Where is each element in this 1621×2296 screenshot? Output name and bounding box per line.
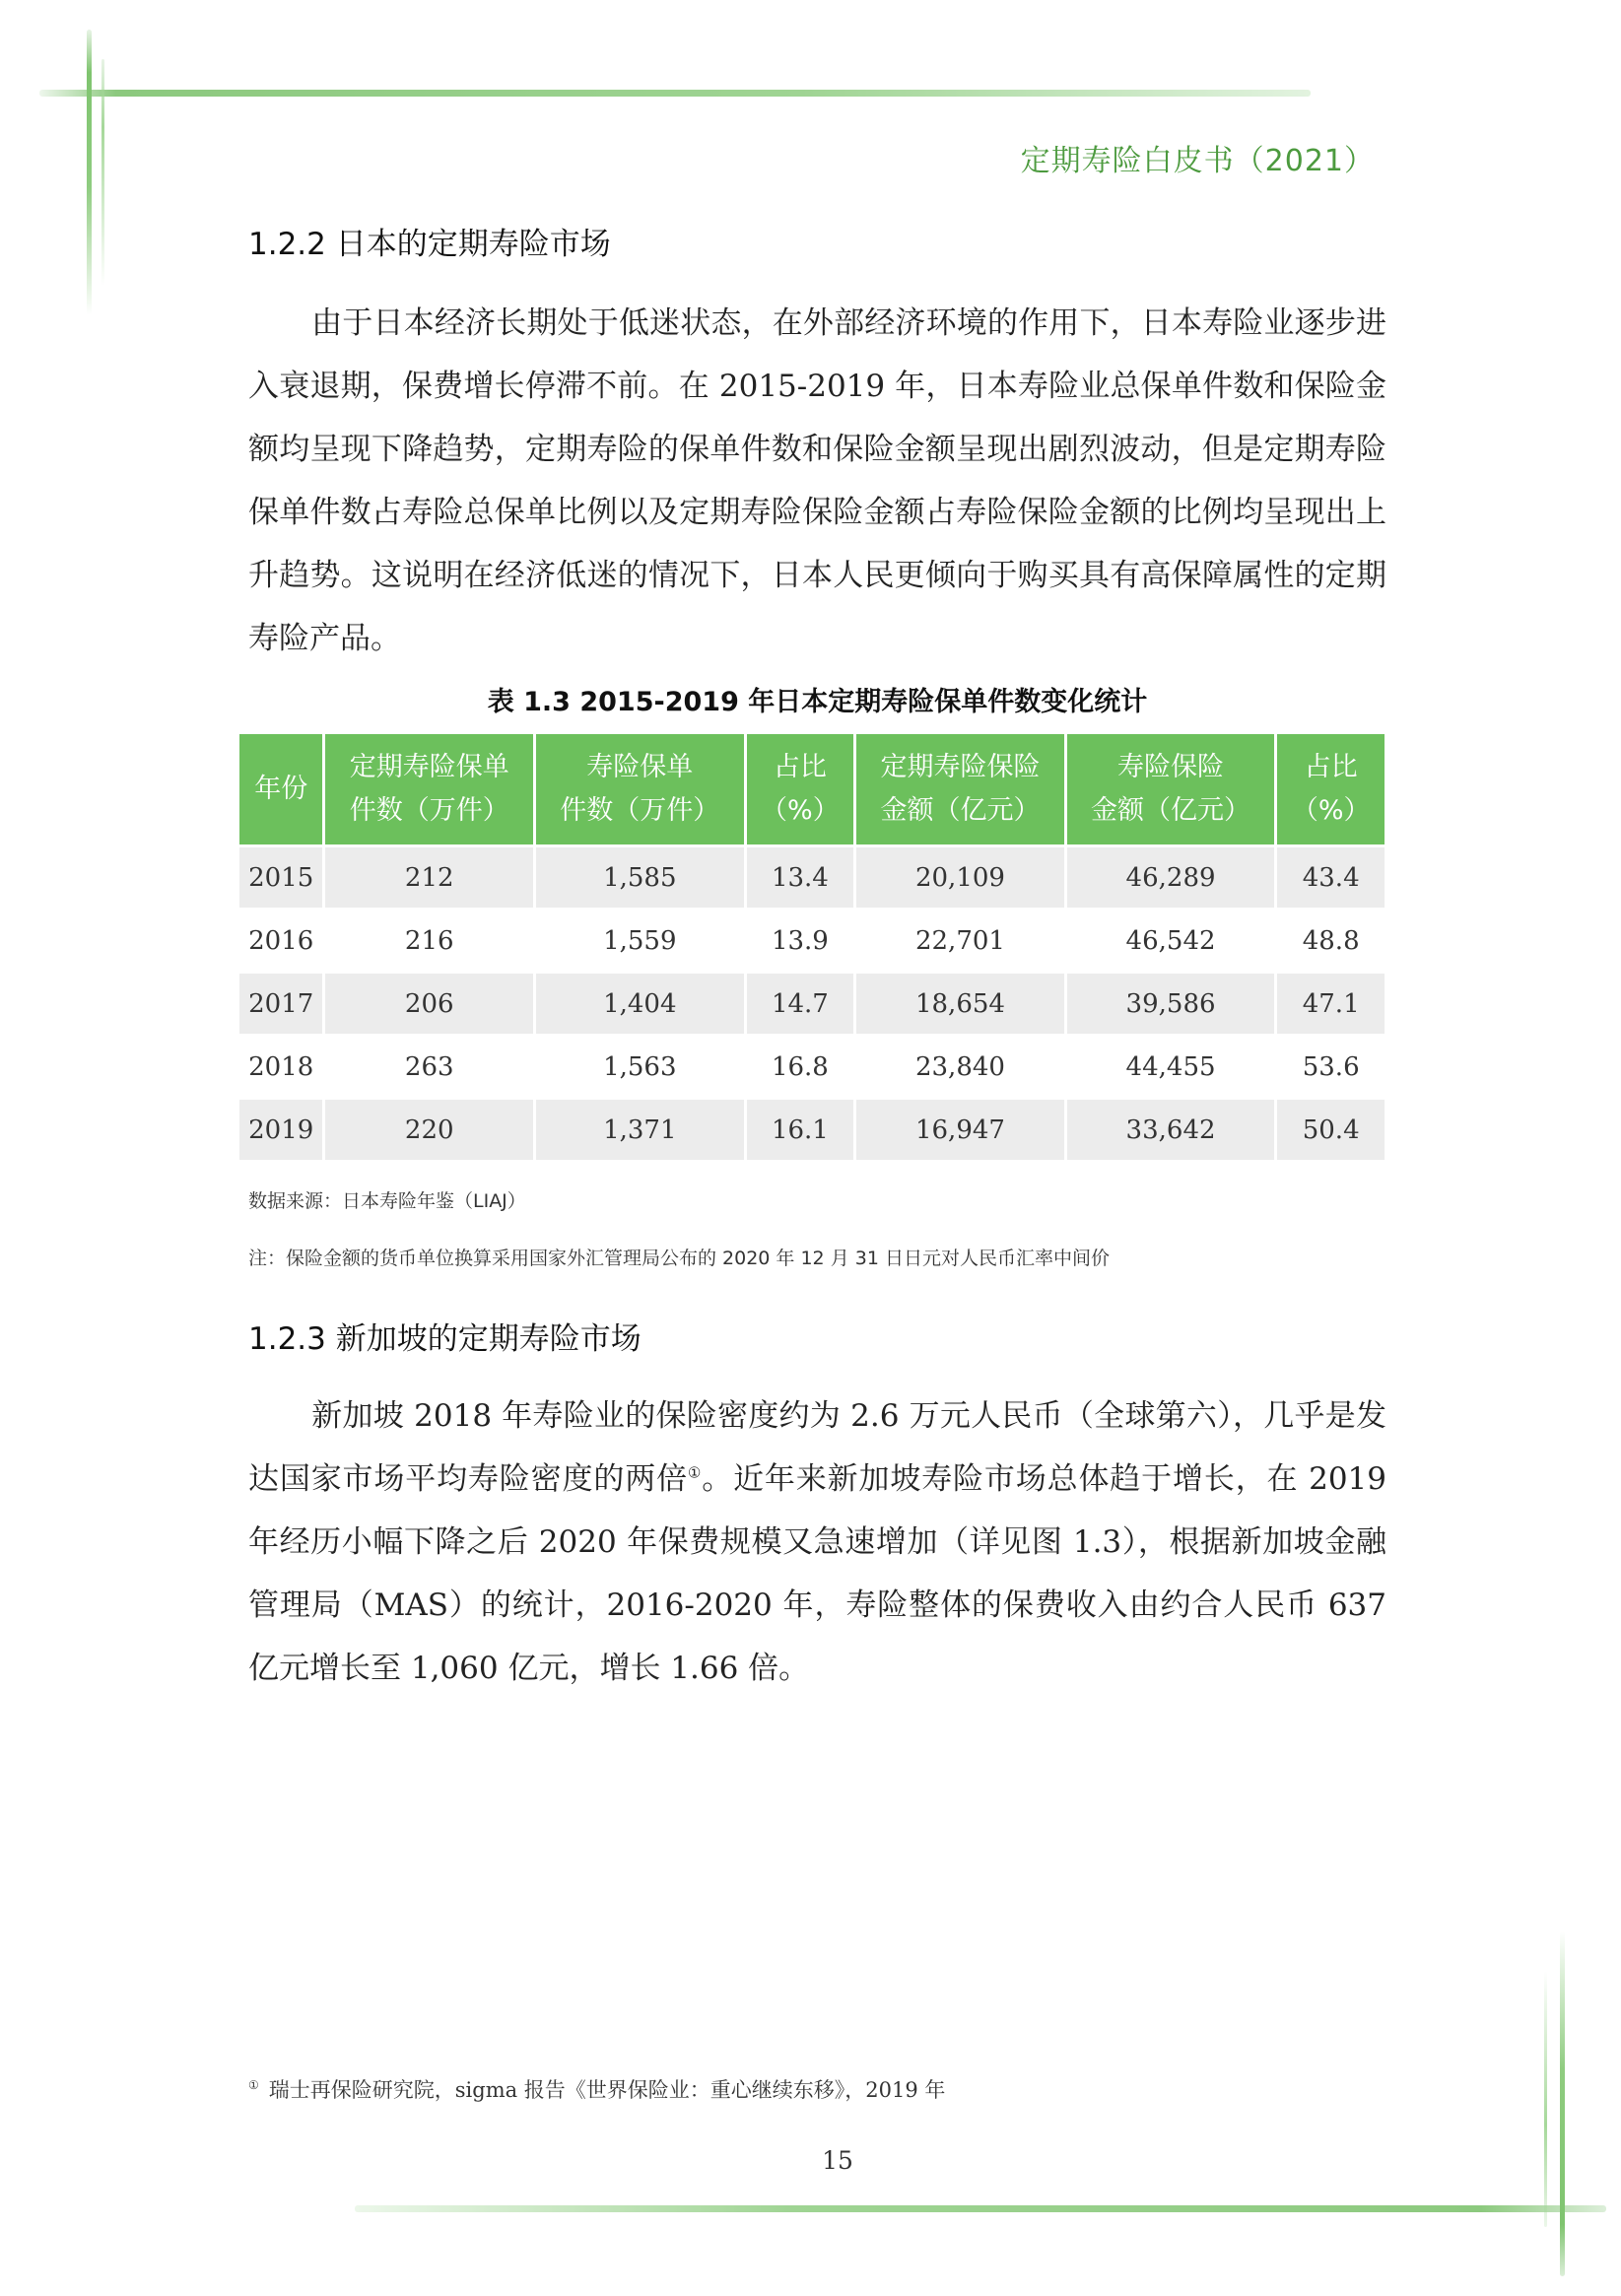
cell-term-amount: 16,947 [856,1100,1064,1160]
page-number: 15 [822,2146,853,2175]
section-heading-singapore: 1.2.3 新加坡的定期寿险市场 [248,1321,642,1357]
cell-amount-share: 53.6 [1277,1037,1385,1097]
header-year: 年份 [239,734,322,844]
table-row [239,911,1385,971]
cell-term-amount: 23,840 [856,1037,1064,1097]
cell-year: 2019 [239,1100,322,1160]
footnote-marker-bottom: ① [248,2078,259,2092]
paragraph-japan-text: 由于日本经济长期处于低迷状态，在外部经济环境的作用下，日本寿险业逐步进入衰退期，保费增长停滞不前。在 2015-2019 年，日本寿险业总保单件数和保险金额均呈现下降趋势，定期寿险的保单件数和保险金额呈现出剧烈波动，但是定期寿险保单件数占寿险总保单比例以及定期寿险保险金额占寿险保险金额的比例均呈现出上升趋势。这说明在经济低迷的情况下，日本人民更倾向于购买具有高保障属性的定期寿险产品。 [248,305,1386,656]
header-term-amount: 定期寿险保险 金额（亿元） [856,734,1064,844]
cell-life-amount: 46,289 [1067,847,1275,908]
cell-policy-share: 13.4 [747,847,854,908]
cell-term-policies: 206 [325,974,533,1034]
cell-year: 2016 [239,911,322,971]
top-left-decorative-line-thin [101,59,104,286]
cell-policy-share: 16.1 [747,1100,854,1160]
cell-amount-share: 43.4 [1277,847,1385,908]
cell-term-amount: 20,109 [856,847,1064,908]
running-header: 定期寿险白皮书（2021） [1020,144,1375,178]
cell-policy-share: 14.7 [747,974,854,1034]
table-row [239,1037,1385,1097]
paragraph-singapore-text-2: 。近年来新加坡寿险市场总体趋于增长，在 2019 年经历小幅下降之后 2020 年保费规模又急速增加（详见图 1.3），根据新加坡金融管理局（MAS）的统计，2016-2020 年，寿险整体的保费收入由约合人民币 637 亿元增长至 1,060 亿元，增长 1.66 倍。 [248,1461,1387,1686]
cell-life-policies: 1,563 [536,1037,744,1097]
cell-term-amount: 18,654 [856,974,1064,1034]
cell-term-policies: 212 [325,847,533,908]
bottom-right-decorative-line [1560,1931,1565,2276]
cell-year: 2015 [239,847,322,908]
footnote [248,2074,945,2104]
cell-life-policies: 1,404 [536,974,744,1034]
top-left-decorative-line [87,30,92,315]
bottom-right-decorative-line-thin [1544,1971,1547,2227]
cell-term-policies: 220 [325,1100,533,1160]
cell-amount-share: 50.4 [1277,1100,1385,1160]
table-note: 注：保险金额的货币单位换算采用国家外汇管理局公布的 2020 年 12 月 31 日日元对人民币汇率中间价 [248,1248,1110,1269]
header-life-amount: 寿险保险 金额（亿元） [1067,734,1275,844]
cell-term-policies: 263 [325,1037,533,1097]
header-policy-share: 占比 （%） [747,734,854,844]
cell-life-amount: 39,586 [1067,974,1275,1034]
cell-amount-share: 48.8 [1277,911,1385,971]
cell-life-policies: 1,559 [536,911,744,971]
top-decorative-line [39,90,1311,97]
table-caption: 表 1.3 2015-2019 年日本定期寿险保单件数变化统计 [487,687,1148,717]
cell-year: 2017 [239,974,322,1034]
header-life-policies: 寿险保单 件数（万件） [536,734,744,844]
section-heading-japan: 1.2.2 日本的定期寿险市场 [248,227,611,262]
cell-life-amount: 44,455 [1067,1037,1275,1097]
cell-policy-share: 13.9 [747,911,854,971]
cell-life-policies: 1,371 [536,1100,744,1160]
footnote-text: 瑞士再保险研究院，sigma 报告《世界保险业：重心继续东移》，2019 年 [268,2078,946,2102]
cell-life-policies: 1,585 [536,847,744,908]
japan-term-life-table [236,731,1387,1163]
cell-year: 2018 [239,1037,322,1097]
header-amount-share: 占比 （%） [1277,734,1385,844]
table-row [239,974,1385,1034]
bottom-decorative-line [355,2205,1606,2212]
cell-policy-share: 16.8 [747,1037,854,1097]
table-header-row [239,734,1385,844]
paragraph-singapore [248,1384,1386,1700]
cell-amount-share: 47.1 [1277,974,1385,1034]
header-term-policies: 定期寿险保单 件数（万件） [325,734,533,844]
cell-term-amount: 22,701 [856,911,1064,971]
cell-life-amount: 46,542 [1067,911,1275,971]
footnote-marker[interactable]: ① [687,1463,703,1482]
paragraph-singapore-text-1: 新加坡 2018 年寿险业的保险密度约为 2.6 万元人民币（全球第六），几乎是发达国家市场平均寿险密度的两倍 [248,1398,1386,1497]
table-source: 数据来源：日本寿险年鉴（LIAJ） [248,1190,526,1212]
table-row [239,847,1385,908]
cell-life-amount: 33,642 [1067,1100,1275,1160]
table-row [239,1100,1385,1160]
cell-term-policies: 216 [325,911,533,971]
paragraph-japan [248,292,1386,670]
